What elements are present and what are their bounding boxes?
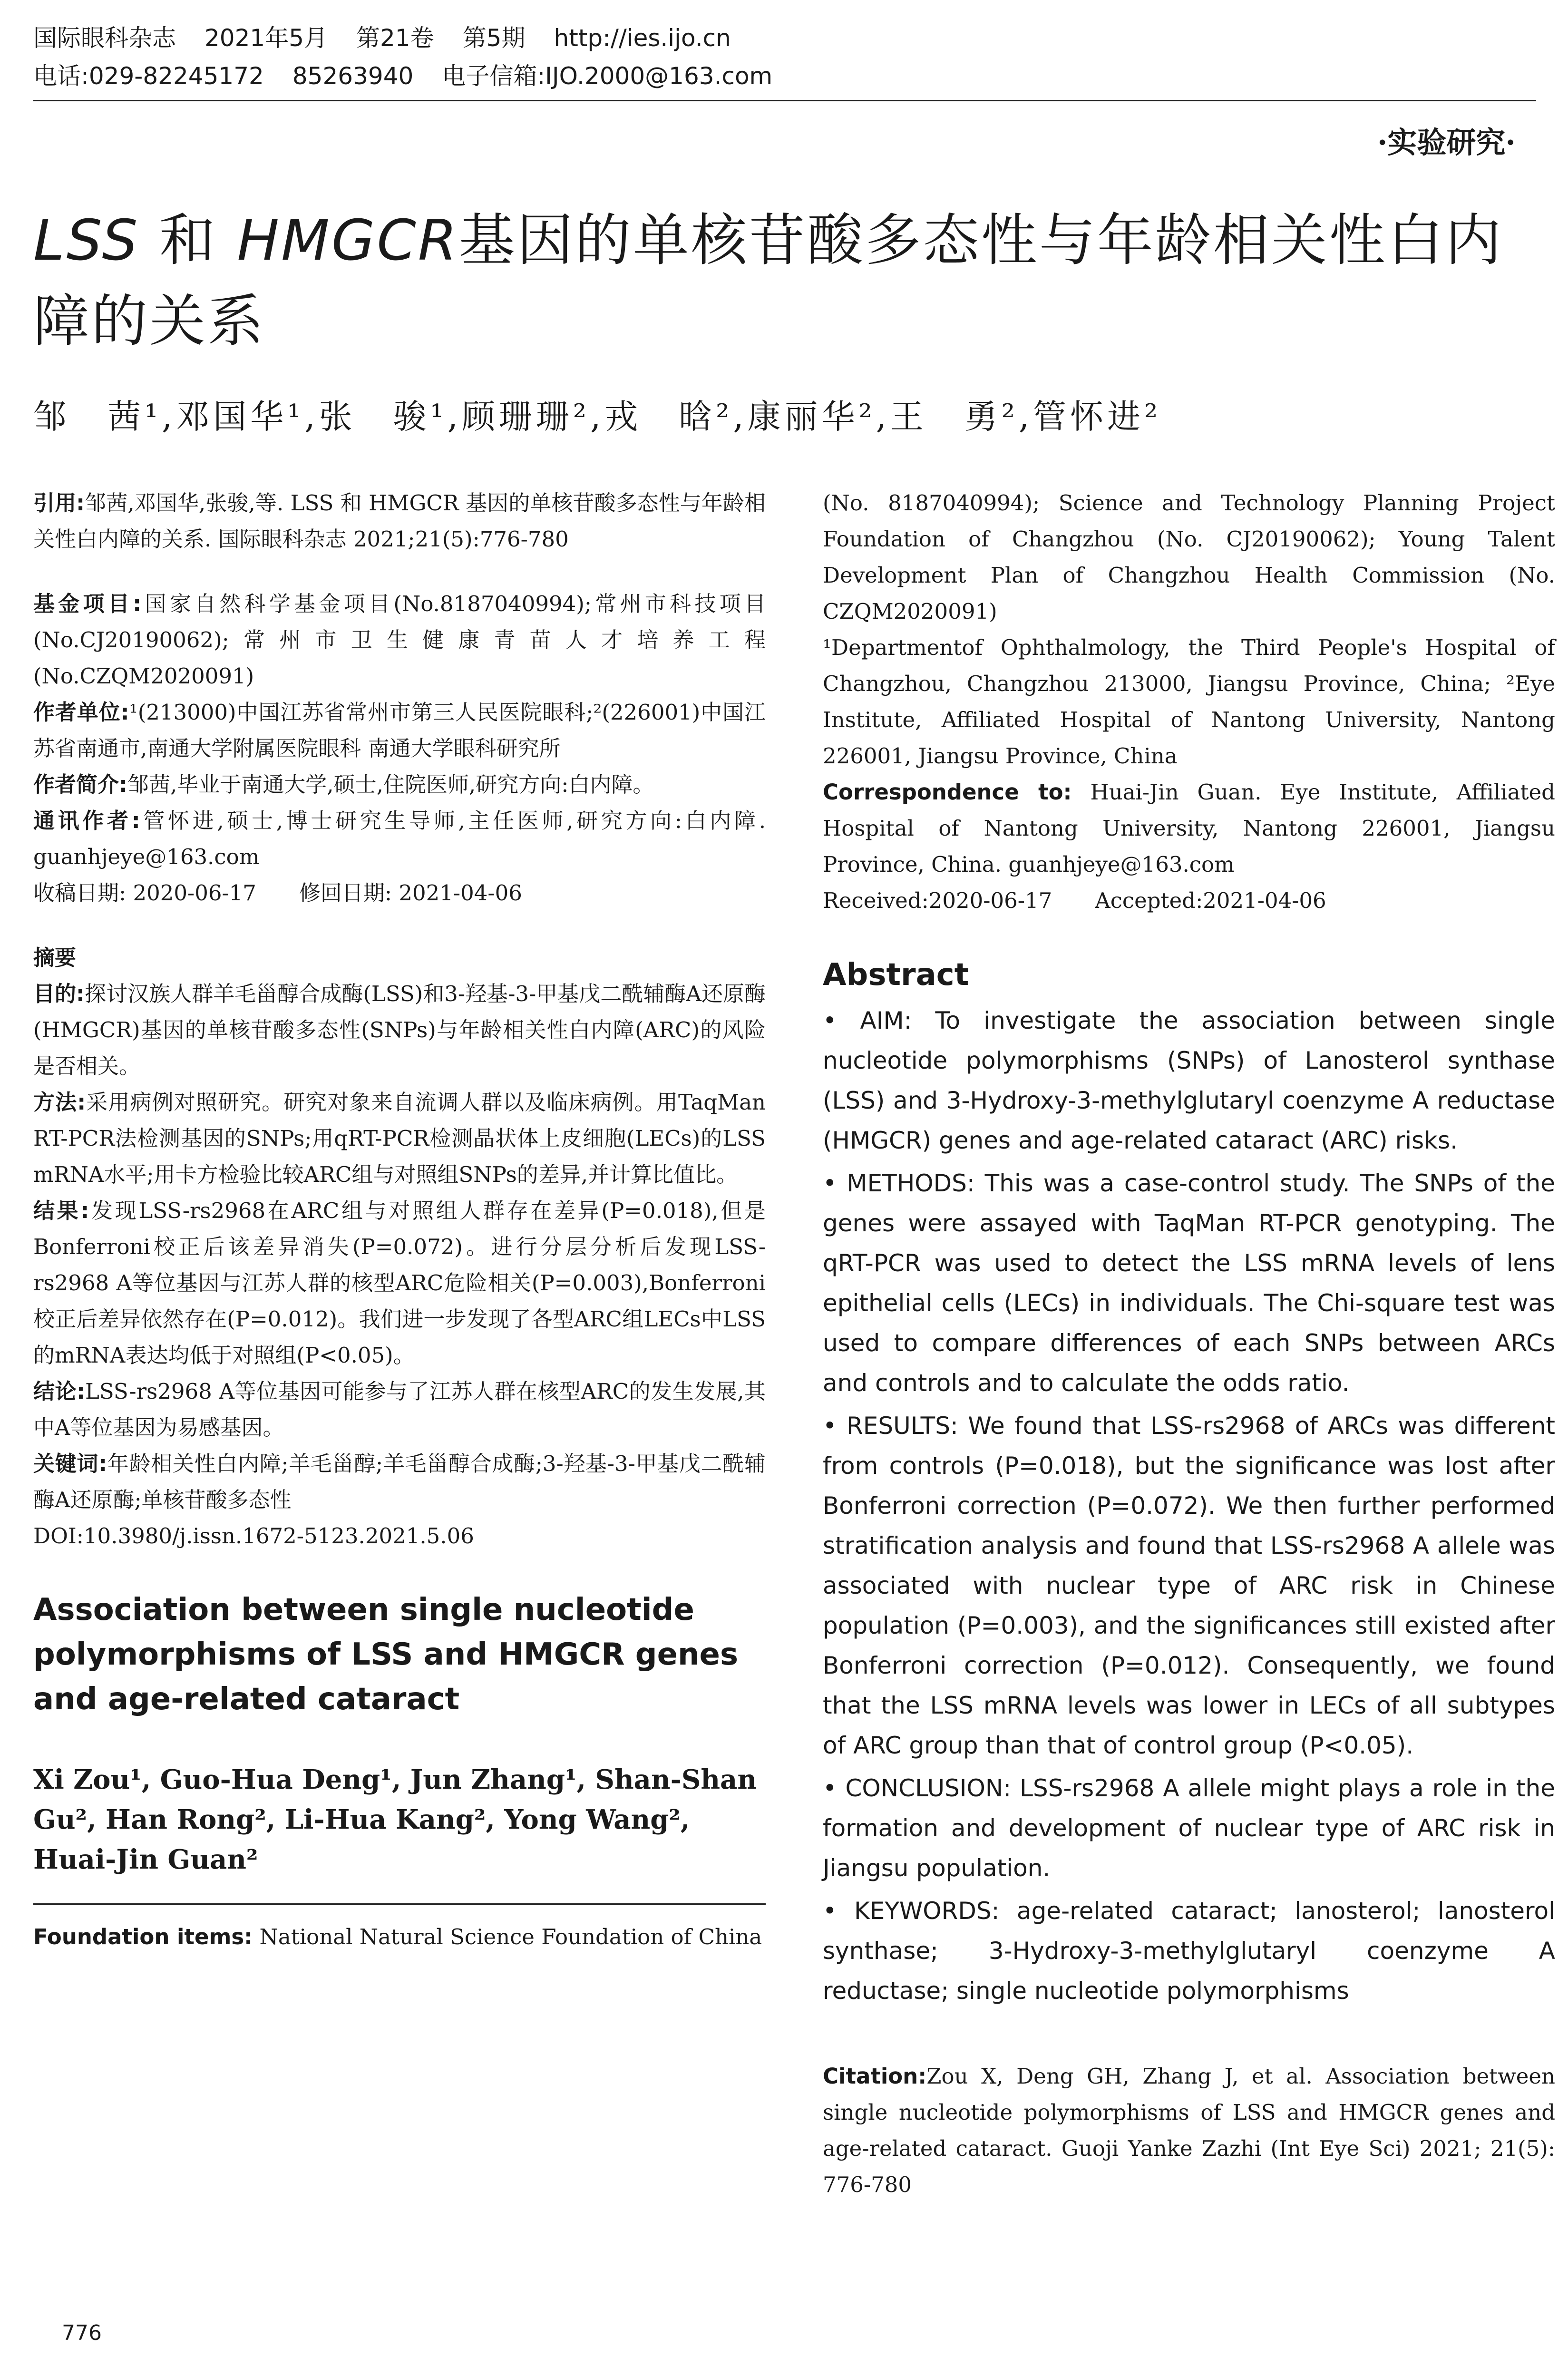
concl-label: 结论: bbox=[33, 1379, 85, 1404]
bio-cn bbox=[33, 767, 766, 803]
english-authors: Xi Zou¹, Guo-Hua Deng¹, Jun Zhang¹, Shan-Shan Gu², Han Rong², Li-Hua Kang², Yong Wang², Huai-Jin Guan² bbox=[33, 1764, 757, 1875]
abstract-label-cn: 摘要 bbox=[33, 945, 77, 970]
title-gene1: LSS bbox=[33, 207, 140, 273]
phone: 电话:029-82245172 bbox=[33, 62, 264, 90]
bio-text: 邹茜,毕业于南通大学,硕士,住院医师,研究方向:白内障。 bbox=[127, 772, 654, 797]
corr-cn bbox=[33, 803, 766, 875]
section-tag: ·实验研究· bbox=[1377, 125, 1516, 160]
fund-label: 基金项目: bbox=[33, 591, 142, 616]
result-cn bbox=[33, 1193, 766, 1374]
issue-date: 2021年5月 bbox=[205, 24, 328, 52]
unit-text: ¹(213000)中国江苏省常州市第三人民医院眼科;²(226001)中国江苏省南通市,南通大学附属医院眼科 南通大学眼科研究所 bbox=[33, 700, 766, 761]
article-title bbox=[33, 200, 1536, 361]
found-label: Foundation items: bbox=[33, 1924, 253, 1949]
right-column bbox=[823, 485, 1555, 2203]
abstract-keywords: • KEYWORDS: age-related cataract; lanosterol; lanosterol synthase; 3-Hydroxy-3-methylglutaryl coenzyme A reductase; single nucleotide polymorphisms bbox=[823, 1897, 1555, 2005]
kw-label: 关键词: bbox=[33, 1451, 107, 1476]
volume: 第21卷 bbox=[356, 24, 434, 52]
method-text: 采用病例对照研究。研究对象来自流调人群以及临床病例。用TaqMan RT-PCR法检测基因的SNPs;用qRT-PCR检测晶状体上皮细胞(LECs)的LSS mRNA水平;用卡方检验比较ARC组与对照组SNPs的差异,并计算比值比。 bbox=[33, 1090, 766, 1187]
fund-text: 国家自然科学基金项目(No.8187040994);常州市科技项目(No.CJ20190062);常州市卫生健康青苗人才培养工程(No.CZQM2020091) bbox=[33, 591, 766, 689]
foundation-en bbox=[33, 1919, 766, 1955]
found-text: National Natural Science Foundation of China bbox=[259, 1924, 762, 1949]
affiliations-en: ¹Departmentof Ophthalmology, the Third People's Hospital of Changzhou, Changzhou 213000, Jiangsu Province, China; ²Eye Institute, Affiliated Hospital of Nantong University, Nantong 226001, Jiangsu Province, China bbox=[823, 635, 1555, 769]
dates-cn: 收稿日期: 2020-06-17 修回日期: 2021-04-06 bbox=[33, 880, 522, 906]
corr-en-text: Huai-Jin Guan. Eye Institute, Affiliated Hospital of Nantong University, Nantong 226001, Jiangsu Province, China. guanhjeye@163.com bbox=[823, 779, 1555, 877]
title-and: 和 bbox=[159, 207, 217, 273]
keywords-cn bbox=[33, 1446, 766, 1518]
abstract-conclusion: • CONCLUSION: LSS-rs2968 A allele might plays a role in the formation and development of nuclear type of ARC risk in Jiangsu population. bbox=[823, 1774, 1555, 1882]
method-label: 方法: bbox=[33, 1090, 86, 1115]
title-rest: 基因的单核苷酸多态性与年龄相关性白内障的关系 bbox=[33, 207, 1503, 354]
english-title: Association between single nucleotide polymorphisms of LSS and HMGCR genes and age-related cataract bbox=[33, 1592, 739, 1717]
title-gene2: HMGCR bbox=[237, 207, 459, 273]
journal-url[interactable]: http://ies.ijo.cn bbox=[554, 24, 731, 52]
abstract-heading: Abstract bbox=[823, 957, 969, 993]
journal-name: 国际眼科杂志 bbox=[33, 24, 176, 52]
doi[interactable]: DOI:10.3980/j.issn.1672-5123.2021.5.06 bbox=[33, 1523, 474, 1549]
cite-text: 邹茜,邓国华,张骏,等. LSS 和 HMGCR 基因的单核苷酸多态性与年龄相关性白内障的关系. 国际眼科杂志 2021;21(5):776-780 bbox=[33, 490, 766, 552]
citation-label: Citation: bbox=[823, 2064, 927, 2089]
running-header bbox=[33, 19, 1536, 95]
abstract-results: • RESULTS: We found that LSS-rs2968 of ARCs was different from controls (P=0.018), but the significance was lost after Bonferroni correction (P=0.072). We then further performed stratification analysis and found that LSS-rs2968 A allele was associated with nuclear type of ARC risk in Chinese population (P=0.003), and the significances still existed after Bonferroni correction (P=0.012). Consequently, we found that the LSS mRNA levels was lower in LECs of all subtypes of ARC group than that of control group (P<0.05). bbox=[823, 1412, 1555, 1759]
kw-text: 年龄相关性白内障;羊毛甾醇;羊毛甾醇合成酶;3-羟基-3-甲基戊二酰辅酶A还原酶;单核苷酸多态性 bbox=[33, 1451, 766, 1512]
aim-text: 探讨汉族人群羊毛甾醇合成酶(LSS)和3-羟基-3-甲基戊二酰辅酶A还原酶(HMGCR)基因的单核苷酸多态性(SNPs)与年龄相关性白内障(ARC)的风险是否相关。 bbox=[33, 981, 766, 1079]
unit-cn bbox=[33, 694, 766, 767]
corr-text: 管怀进,硕士,博士研究生导师,主任医师,研究方向:白内障. guanhjeye@163.com bbox=[33, 808, 766, 869]
unit-label: 作者单位: bbox=[33, 700, 129, 725]
foundation-divider bbox=[33, 1903, 766, 1905]
issue: 第5期 bbox=[462, 24, 526, 52]
correspondence-en bbox=[823, 774, 1555, 883]
authors-cn: 邹 茜¹,邓国华¹,张 骏¹,顾珊珊²,戎 晗²,康丽华²,王 勇²,管怀进² bbox=[33, 397, 1162, 436]
bio-label: 作者简介: bbox=[33, 772, 127, 797]
abstract-methods: • METHODS: This was a case-control study. The SNPs of the genes were assayed with TaqMan RT-PCR genotyping. The qRT-PCR was used to detect the LSS mRNA levels of lens epithelial cells (LECs) in individuals. The Chi-square test was used to compare differences of each SNPs between ARCs and controls and to calculate the odds ratio. bbox=[823, 1169, 1555, 1397]
aim-cn bbox=[33, 976, 766, 1084]
concl-text: LSS-rs2968 A等位基因可能参与了江苏人群在核型ARC的发生发展,其中A等位基因为易感基因。 bbox=[33, 1379, 766, 1440]
result-text: 发现LSS-rs2968在ARC组与对照组人群存在差异(P=0.018),但是Bonferroni校正后该差异消失(P=0.072)。进行分层分析后发现LSS-rs2968 A等位基因与江苏人群的核型ARC危险相关(P=0.003),Bonferroni校正后差异依然存在(P=0.012)。我们进一步发现了各型ARC组LECs中LSS的mRNA表达均低于对照组(P<0.05)。 bbox=[33, 1198, 766, 1368]
fund-cn bbox=[33, 586, 766, 694]
received-accepted: Received:2020-06-17 Accepted:2021-04-06 bbox=[823, 888, 1326, 913]
phone2: 85263940 bbox=[292, 62, 414, 90]
method-cn bbox=[33, 1084, 766, 1193]
conclusion-cn bbox=[33, 1374, 766, 1446]
abstract-aim: • AIM: To investigate the association between single nucleotide polymorphisms (SNPs) of Lanosterol synthase (LSS) and 3-Hydroxy-3-methylglutaryl coenzyme A reductase (HMGCR) genes and age-related cataract (ARC) risks. bbox=[823, 1007, 1555, 1154]
citation-text: Zou X, Deng GH, Zhang J, et al. Association between single nucleotide polymorphisms of LSS and HMGCR genes and age-related cataract. Guoji Yanke Zazhi (Int Eye Sci) 2021; 21(5): 776-780 bbox=[823, 2064, 1555, 2197]
cite-label: 引用: bbox=[33, 490, 85, 516]
citation-en bbox=[823, 2058, 1555, 2203]
page-number: 776 bbox=[62, 2321, 102, 2345]
cite-cn bbox=[33, 485, 766, 557]
result-label: 结果: bbox=[33, 1198, 89, 1223]
email[interactable]: 电子信箱:IJO.2000@163.com bbox=[442, 62, 773, 90]
aim-label: 目的: bbox=[33, 981, 85, 1006]
header-divider bbox=[33, 100, 1536, 101]
foundation-cont: (No. 8187040994); Science and Technology Planning Project Foundation of Changzhou (No. CJ20190062); Young Talent Development Plan of Changzhou Health Commission (No. CZQM2020091) bbox=[823, 490, 1555, 624]
corr-en-label: Correspondence to: bbox=[823, 779, 1072, 805]
left-column bbox=[33, 485, 766, 1955]
corr-label: 通讯作者: bbox=[33, 808, 140, 833]
